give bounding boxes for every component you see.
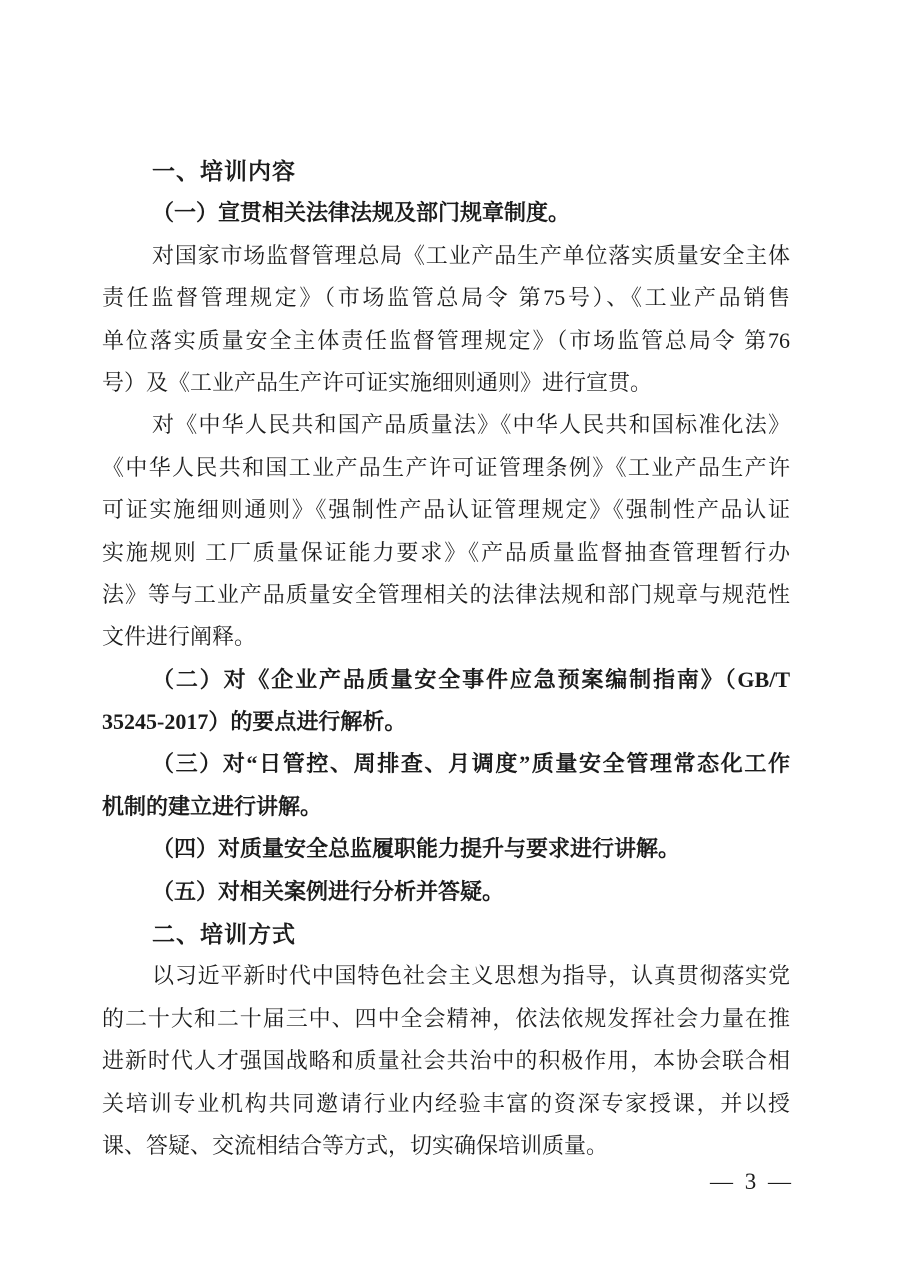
item-2-heading-line-2: 35245-2017）的要点进行解析。 <box>102 709 407 735</box>
para-2-line-3: 可证实施细则通则》《强制性产品认证管理规定》《强制性产品认证 <box>102 497 790 523</box>
item-1-heading: （一）宣贯相关法律法规及部门规章制度。 <box>152 200 571 226</box>
section-1-heading: 一、培训内容 <box>152 158 296 184</box>
para-1-line-4: 号）及《工业产品生产许可证实施细则通则》进行宣贯。 <box>102 369 653 395</box>
item-2-heading-line-1: （二）对《企业产品质量安全事件应急预案编制指南》（GB/T <box>152 666 790 692</box>
page-number: — 3 — <box>710 1169 794 1194</box>
para-3-line-3: 进新时代人才强国战略和质量社会共治中的积极作用，本协会联合相 <box>102 1048 790 1074</box>
item-3-heading-line-2: 机制的建立进行讲解。 <box>102 793 323 819</box>
para-3-line-1: 以习近平新时代中国特色社会主义思想为指导，认真贯彻落实党 <box>152 963 790 989</box>
item-3-heading-line-1: （三）对“日管控、周排查、月调度”质量安全管理常态化工作 <box>152 751 790 777</box>
document-body <box>102 150 790 1167</box>
para-1-line-1: 对国家市场监督管理总局《工业产品生产单位落实质量安全主体 <box>152 242 790 268</box>
para-3-line-5: 课、答疑、交流相结合等方式，切实确保培训质量。 <box>102 1132 609 1158</box>
para-3-line-4: 关培训专业机构共同邀请行业内经验丰富的资深专家授课，并以授 <box>102 1090 790 1116</box>
para-2-line-4: 实施规则 工厂质量保证能力要求》《产品质量监督抽查管理暂行办 <box>102 539 790 565</box>
para-1-line-2: 责任监督管理规定》（市场监管总局令 第75号）、《工业产品销售 <box>102 285 790 311</box>
para-1-line-3: 单位落实质量安全主体责任监督管理规定》（市场监管总局令 第76 <box>102 327 790 353</box>
para-2-line-1: 对《中华人民共和国产品质量法》《中华人民共和国标准化法》 <box>152 412 790 438</box>
item-5-heading: （五）对相关案例进行分析并答疑。 <box>152 878 505 904</box>
para-2-line-6: 文件进行阐释。 <box>102 624 257 650</box>
section-2-heading: 二、培训方式 <box>152 921 296 948</box>
para-3-line-2: 的二十大和二十届三中、四中全会精神，依法依规发挥社会力量在推 <box>102 1005 790 1031</box>
para-2-line-5: 法》等与工业产品质量安全管理相关的法律法规和部门规章与规范性 <box>102 581 790 607</box>
para-2-line-2: 《中华人民共和国工业产品生产许可证管理条例》《工业产品生产许 <box>102 454 790 480</box>
item-4-heading: （四）对质量安全总监履职能力提升与要求进行讲解。 <box>152 836 681 862</box>
